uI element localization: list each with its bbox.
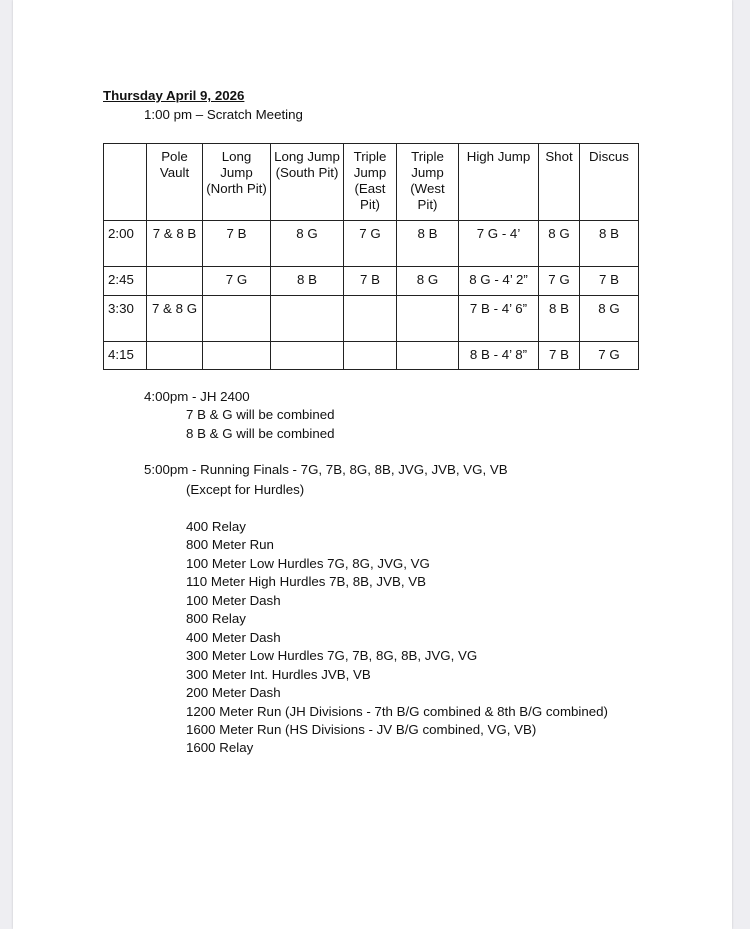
column-header: High Jump [459,144,539,221]
event-cell: 7 B [580,267,639,296]
event-cell: 8 B [397,221,459,267]
column-header: Long Jump (South Pit) [271,144,344,221]
event-cell [397,342,459,370]
event-cell: 8 G [539,221,580,267]
event-cell: 8 B - 4’ 8” [459,342,539,370]
table-row [104,267,639,296]
column-header: Triple Jump (West Pit) [397,144,459,221]
event-list-item: 100 Meter Dash [186,592,281,608]
event-cell [344,296,397,342]
event-cell: 7 G [580,342,639,370]
event-cell [271,342,344,370]
scratch-meeting: 1:00 pm – Scratch Meeting [144,107,303,122]
time-cell: 4:15 [104,342,147,370]
finals-title: 5:00pm - Running Finals - 7G, 7B, 8G, 8B, JVG, JVB, VG, VB [144,462,508,477]
event-cell [203,342,271,370]
jh2400-note: 7 B & G will be combined [186,407,335,422]
column-header: Long Jump (North Pit) [203,144,271,221]
date-heading: Thursday April 9, 2026 [103,88,245,103]
column-header [104,144,147,221]
event-cell: 7 B [203,221,271,267]
time-cell: 2:00 [104,221,147,267]
event-cell [271,296,344,342]
event-cell: 7 G [203,267,271,296]
event-cell: 8 B [271,267,344,296]
column-header: Pole Vault [147,144,203,221]
table-header-row [104,144,639,221]
table-row [104,342,639,370]
event-list-item: 100 Meter Low Hurdles 7G, 8G, JVG, VG [186,555,430,571]
column-header: Discus [580,144,639,221]
event-list-item: 110 Meter High Hurdles 7B, 8B, JVB, VB [186,574,426,590]
event-cell: 7 & 8 B [147,221,203,267]
table-row [104,221,639,267]
event-cell: 8 G [580,296,639,342]
jh2400-note: 8 B & G will be combined [186,426,335,441]
event-cell: 7 G - 4’ [459,221,539,267]
event-list-item: 200 Meter Dash [186,685,281,701]
time-cell: 3:30 [104,296,147,342]
event-list-item: 1600 Meter Run (HS Divisions - JV B/G combined, VG, VB) [186,721,537,737]
event-cell [203,296,271,342]
event-list-item: 400 Meter Dash [186,629,281,645]
event-cell: 8 G - 4’ 2” [459,267,539,296]
event-cell: 7 B [539,342,580,370]
finals-note: (Except for Hurdles) [186,482,305,497]
event-cell: 8 G [397,267,459,296]
event-cell: 7 G [344,221,397,267]
jh2400-title: 4:00pm - JH 2400 [144,389,250,404]
event-cell: 7 G [539,267,580,296]
field-events-schedule-table [103,143,639,370]
event-list-item: 400 Relay [186,519,246,534]
event-list-item: 1200 Meter Run (JH Divisions - 7th B/G combined & 8th B/G combined) [186,703,608,719]
column-header: Shot [539,144,580,221]
event-cell: 8 G [271,221,344,267]
event-list-item: 800 Meter Run [186,537,274,553]
event-list-item: 800 Relay [186,611,246,627]
event-cell: 7 B [344,267,397,296]
event-list-item: 300 Meter Int. Hurdles JVB, VB [186,666,371,682]
event-cell: 8 B [580,221,639,267]
event-cell [344,342,397,370]
table-row [104,296,639,342]
event-list-item: 1600 Relay [186,740,254,756]
event-cell: 7 & 8 G [147,296,203,342]
event-cell: 8 B [539,296,580,342]
time-cell: 2:45 [104,267,147,296]
event-cell: 7 B - 4’ 6” [459,296,539,342]
event-cell [147,267,203,296]
event-cell [397,296,459,342]
event-list-item: 300 Meter Low Hurdles 7G, 7B, 8G, 8B, JVG, VG [186,648,478,664]
column-header: Triple Jump (East Pit) [344,144,397,221]
event-cell [147,342,203,370]
